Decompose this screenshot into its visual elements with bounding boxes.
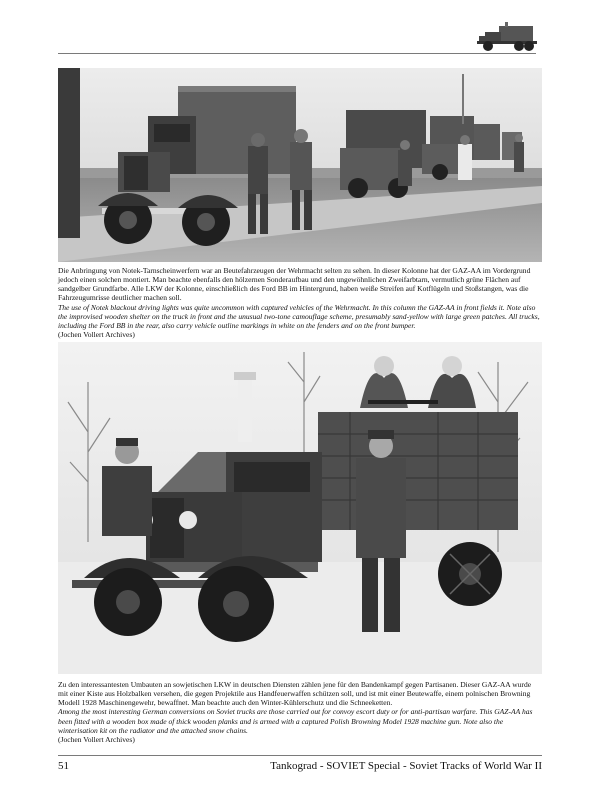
- caption-german: Die Anbringung von Notek-Tarnscheinwerfern war an Beutefahrzeugen der Wehrmacht selten zu sehen. In dieser Kolonne hat der GAZ-AA im Vordergrund jedoch einen solchen montiert. Man beachte ebenfalls den hölzernen Sonderaufbau und den ungewöhnlichen Zweifarbtarn, vermutlich grüne Flächen auf sandgelber Grundfarbe. Alle LKW der Kolonne, einschließlich des Ford BB im Hintergrund, haben weiße Streifen auf Kotflügeln und Stoßstangen, was die Fahrzeugumrisse deutlicher machen soll.: [58, 266, 531, 303]
- caption-english: Among the most interesting German conversions on Soviet trucks are those carried out for convoy escort duty or for anti-partisan warfare. This GAZ-AA has been fitted with a wooden box made of thick wooden planks and is armed with a captured Polish Browning Model 1928 machine gun. Note also the winterisation kit on the radiator and the attached snow chains.: [58, 707, 533, 735]
- photo-credit: (Jochen Vollert Archives): [58, 734, 135, 744]
- convoy-photo: [58, 68, 542, 262]
- footer-rule: [58, 755, 542, 756]
- caption-german: Zu den interessantesten Umbauten an sowjetischen LKW in deutschen Diensten zählen jene für den Bandenkampf gegen Partisanen. Dieser GAZ-AA wurde mit einer Kiste aus Holzbalken versehen, die gegen Projektile aus Handfeuerwaffen schützen soll, und ist mit einer Beutewaffe, einem polnischen Browning Modell 1928 Maschinengewehr, bewaffnet. Man beachte auch den Winter-Kühlerschutz und die Schneeketten.: [58, 680, 532, 708]
- caption-english: The use of Notek blackout driving lights was quite uncommon with captured vehicles of the Wehrmacht. In this column the GAZ-AA in front fields it. Note also the improvised wooden shelter on the truck in front and the unusual two-tone camouflage scheme, presumably sand-yellow with large green patches. All trucks, including the Ford BB in the rear, also carry vehicle outline markings in white on the fenders and on the front bumper.: [58, 302, 540, 330]
- winter-truck-photo: [58, 342, 542, 674]
- photo-caption-2: [58, 680, 542, 744]
- page-number: 51: [58, 760, 69, 772]
- truck-silhouette-icon: [477, 22, 539, 52]
- header-rule: [58, 53, 536, 54]
- photo-caption-1: [58, 266, 542, 339]
- running-footer-title: Tankograd - SOVIET Special - Soviet Tracks of World War II: [270, 760, 542, 772]
- photo-credit: (Jochen Vollert Archives): [58, 330, 135, 340]
